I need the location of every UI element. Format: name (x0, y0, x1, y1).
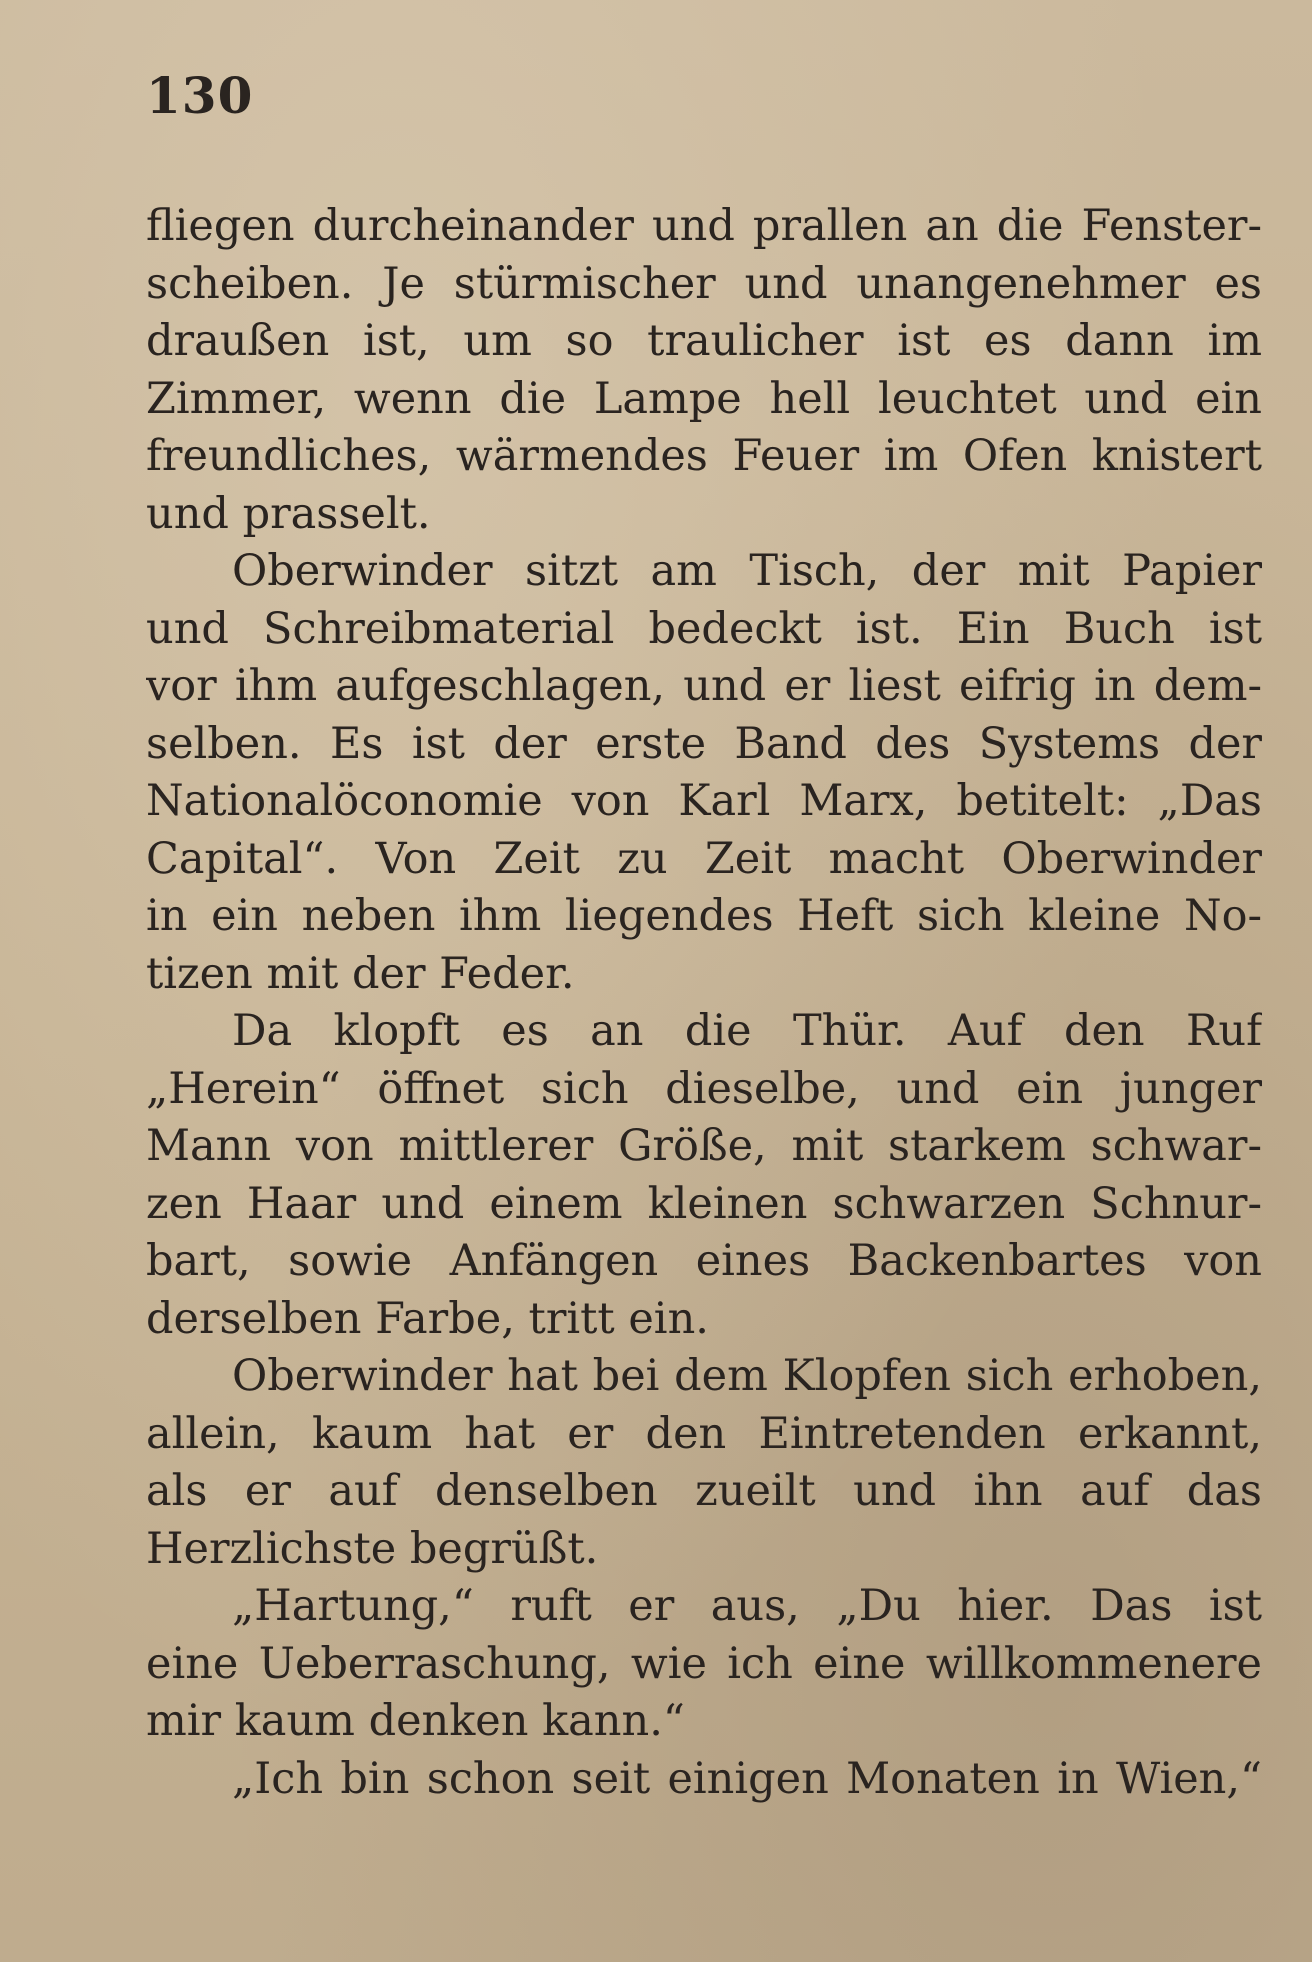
text-line: vor ihm aufgeschlagen, und er liest eifrig in dem- (146, 661, 1262, 711)
text-line: Mann von mittlerer Größe, mit starkem schwar- (146, 1121, 1262, 1171)
text-line: Capital“. Von Zeit zu Zeit macht Oberwinder (146, 833, 1262, 884)
text-line: Da klopft es an die Thür. Auf den Ruf (232, 1006, 1262, 1056)
text-line: draußen ist, um so traulicher ist es dann im (146, 316, 1262, 366)
text-line: mir kaum denken kann.“ (146, 1696, 685, 1746)
text-line: allein, kaum hat er den Eintretenden erkannt, (146, 1408, 1262, 1459)
text-line: „Ich bin schon seit einigen Monaten in Wien,“ (232, 1753, 1262, 1804)
text-line: tizen mit der Feder. (146, 948, 575, 999)
text-line: und Schreibmaterial bedeckt ist. Ein Buch ist (146, 603, 1262, 654)
text-line: selben. Es ist der erste Band des Systems der (146, 718, 1262, 769)
body-text (146, 198, 1262, 1808)
text-line: fliegen durcheinander und prallen an die Fenster- (146, 201, 1262, 251)
text-line: freundliches, wärmendes Feuer im Ofen knistert (146, 431, 1262, 481)
text-line: derselben Farbe, tritt ein. (146, 1293, 709, 1344)
text-line: Oberwinder sitzt am Tisch, der mit Papier (232, 546, 1262, 596)
text-line: „Hartung,“ ruft er aus, „Du hier. Das ist (232, 1581, 1262, 1631)
text-line: zen Haar und einem kleinen schwarzen Schnur- (146, 1178, 1262, 1229)
text-line: „Herein“ öffnet sich dieselbe, und ein junger (146, 1063, 1262, 1114)
text-line: Zimmer, wenn die Lampe hell leuchtet und ein (146, 373, 1262, 424)
text-line: Oberwinder hat bei dem Klopfen sich erhoben, (232, 1351, 1262, 1401)
text-line: und prasselt. (146, 488, 431, 539)
text-line: Nationalöconomie von Karl Marx, betitelt: „Das (146, 776, 1262, 826)
text-line: in ein neben ihm liegendes Heft sich kleine No- (146, 891, 1262, 941)
text-line: Herzlichste begrüßt. (146, 1523, 599, 1574)
text-line: scheiben. Je stürmischer und unangenehmer es (146, 258, 1262, 309)
page-number: 130 (146, 66, 254, 125)
text-line: bart, sowie Anfängen eines Backenbartes von (146, 1236, 1262, 1286)
text-line: eine Ueberraschung, wie ich eine willkommenere (146, 1638, 1262, 1689)
text-line: als er auf denselben zueilt und ihn auf das (146, 1466, 1262, 1516)
